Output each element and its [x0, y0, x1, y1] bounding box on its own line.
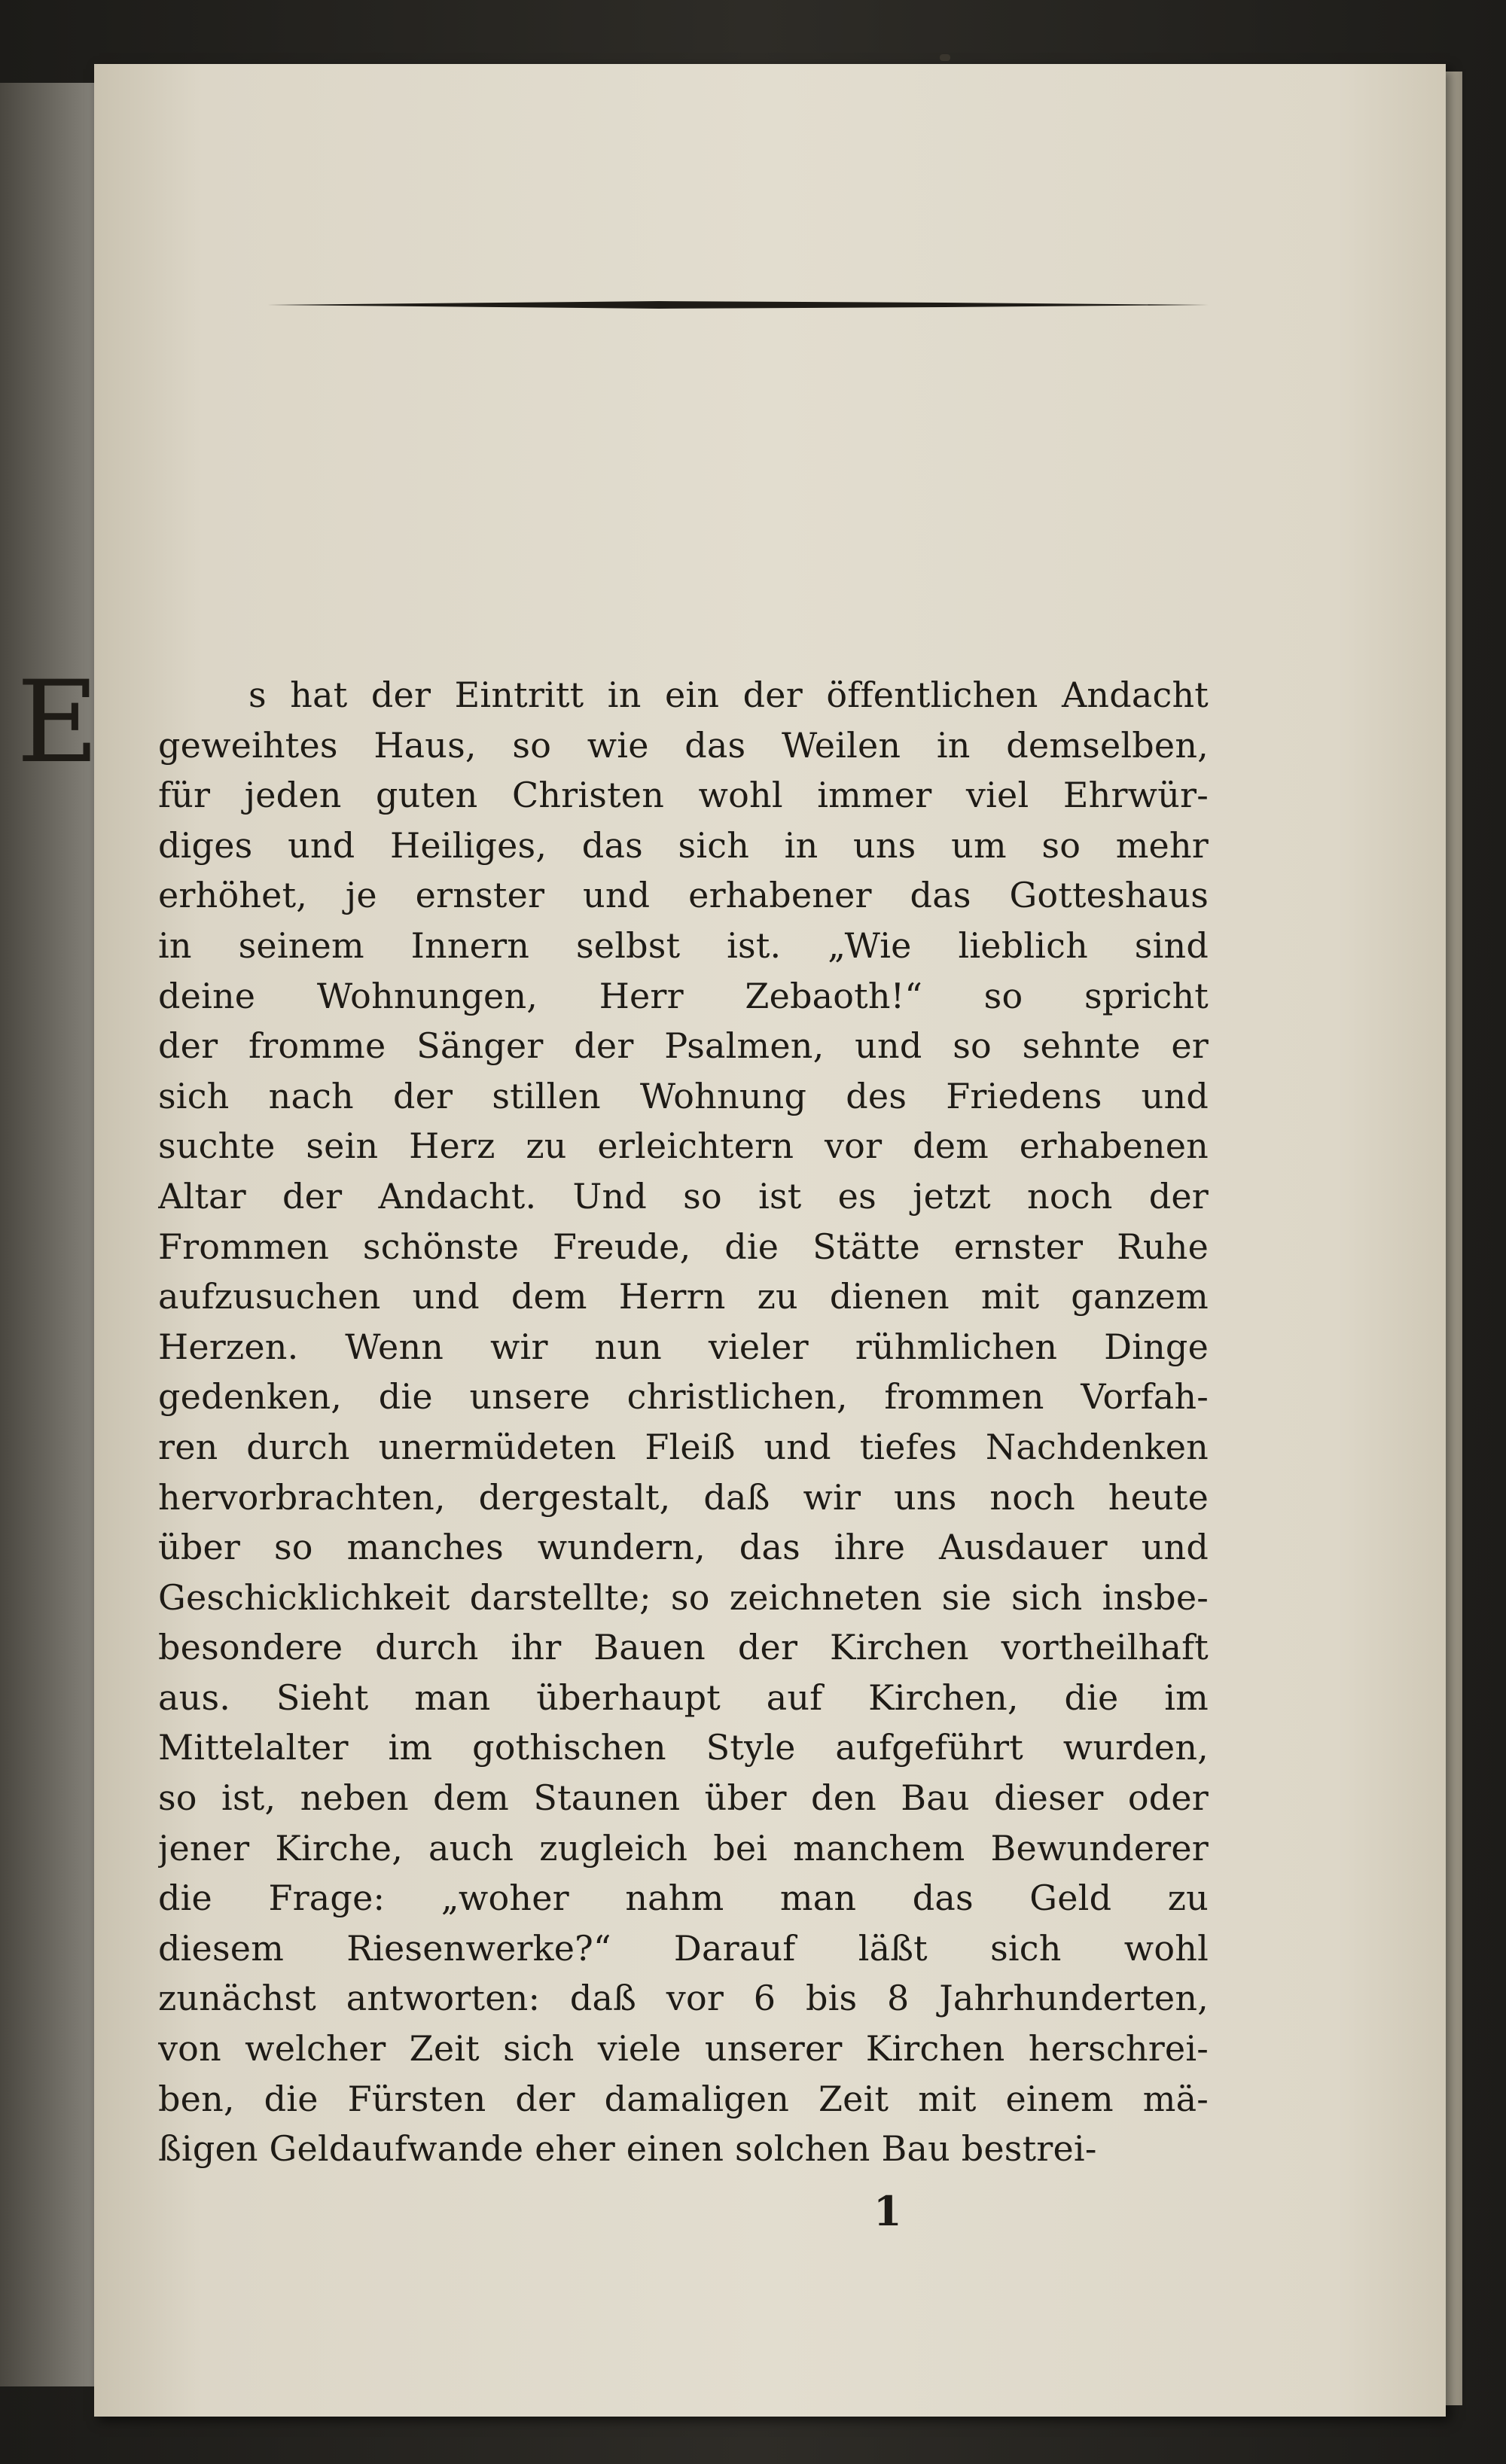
text-line: Frommen schönste Freude, die Stätte ernster Ruhe: [158, 1226, 1209, 1267]
text-line: Geschicklichkeit darstellte; so zeichneten sie sich insbe-: [158, 1576, 1209, 1618]
paper-speck: [940, 54, 950, 61]
text-line: jener Kirche, auch zugleich bei manchem Bewunderer: [158, 1827, 1209, 1869]
text-line: von welcher Zeit sich viele unserer Kirchen herschrei-: [158, 2028, 1209, 2070]
text-line: zunächst antworten: daß vor 6 bis 8 Jahrhunderten,: [158, 1978, 1209, 2019]
text-line: so ist, neben dem Staunen über den Bau dieser oder: [158, 1777, 1209, 1819]
drop-cap: E: [17, 657, 99, 788]
text-line: suchte sein Herz zu erleichtern vor dem erhabenen: [158, 1125, 1209, 1167]
body-text: [158, 670, 1209, 2174]
book-binding: [0, 83, 104, 2386]
text-line: der fromme Sänger der Psalmen, und so sehnte er: [158, 1025, 1209, 1067]
text-line: s hat der Eintritt in ein der öffentlichen Andacht: [248, 675, 1209, 715]
text-line: hervorbrachten, dergestalt, daß wir uns noch heute: [158, 1476, 1209, 1518]
text-line: in seinem Innern selbst ist. „Wie lieblich sind: [158, 924, 1209, 966]
header-rule: [267, 300, 1209, 310]
text-line: sich nach der stillen Wohnung des Friedens und: [158, 1075, 1209, 1116]
text-line: die Frage: „woher nahm man das Geld zu: [158, 1878, 1209, 1919]
text-line: für jeden guten Christen wohl immer viel Ehrwür-: [158, 775, 1209, 816]
text-line: ßigen Geldaufwande eher einen solchen Bau bestrei-: [158, 2128, 1097, 2170]
page-edge: [1446, 72, 1462, 2405]
text-line: Herzen. Wenn wir nun vieler rühmlichen Dinge: [158, 1326, 1209, 1367]
text-line: geweihtes Haus, so wie das Weilen in demselben,: [158, 724, 1209, 766]
text-line: Altar der Andacht. Und so ist es jetzt noch der: [158, 1175, 1209, 1217]
text-line: erhöhet, je ernster und erhabener das Gotteshaus: [158, 875, 1209, 916]
text-line: aus. Sieht man überhaupt auf Kirchen, die im: [158, 1677, 1209, 1718]
text-line: ren durch unermüdeten Fleiß und tiefes Nachdenken: [158, 1426, 1209, 1467]
text-line: über so manches wundern, das ihre Ausdauer und: [158, 1527, 1209, 1568]
text-line: ben, die Fürsten der damaligen Zeit mit einem mä-: [158, 2078, 1209, 2119]
text-line: Mittelalter im gothischen Style aufgeführt wurden,: [158, 1727, 1209, 1768]
text-line: diesem Riesenwerke?“ Darauf läßt sich wohl: [158, 1927, 1209, 1969]
text-line: deine Wohnungen, Herr Zebaoth!“ so spricht: [158, 975, 1209, 1016]
text-line: aufzusuchen und dem Herrn zu dienen mit ganzem: [158, 1276, 1209, 1317]
text-line: gedenken, die unsere christlichen, frommen Vorfah-: [158, 1376, 1209, 1418]
text-line: diges und Heiliges, das sich in uns um so mehr: [158, 824, 1209, 866]
text-line: besondere durch ihr Bauen der Kirchen vortheilhaft: [158, 1627, 1209, 1668]
page-number: 1: [873, 2187, 902, 2235]
